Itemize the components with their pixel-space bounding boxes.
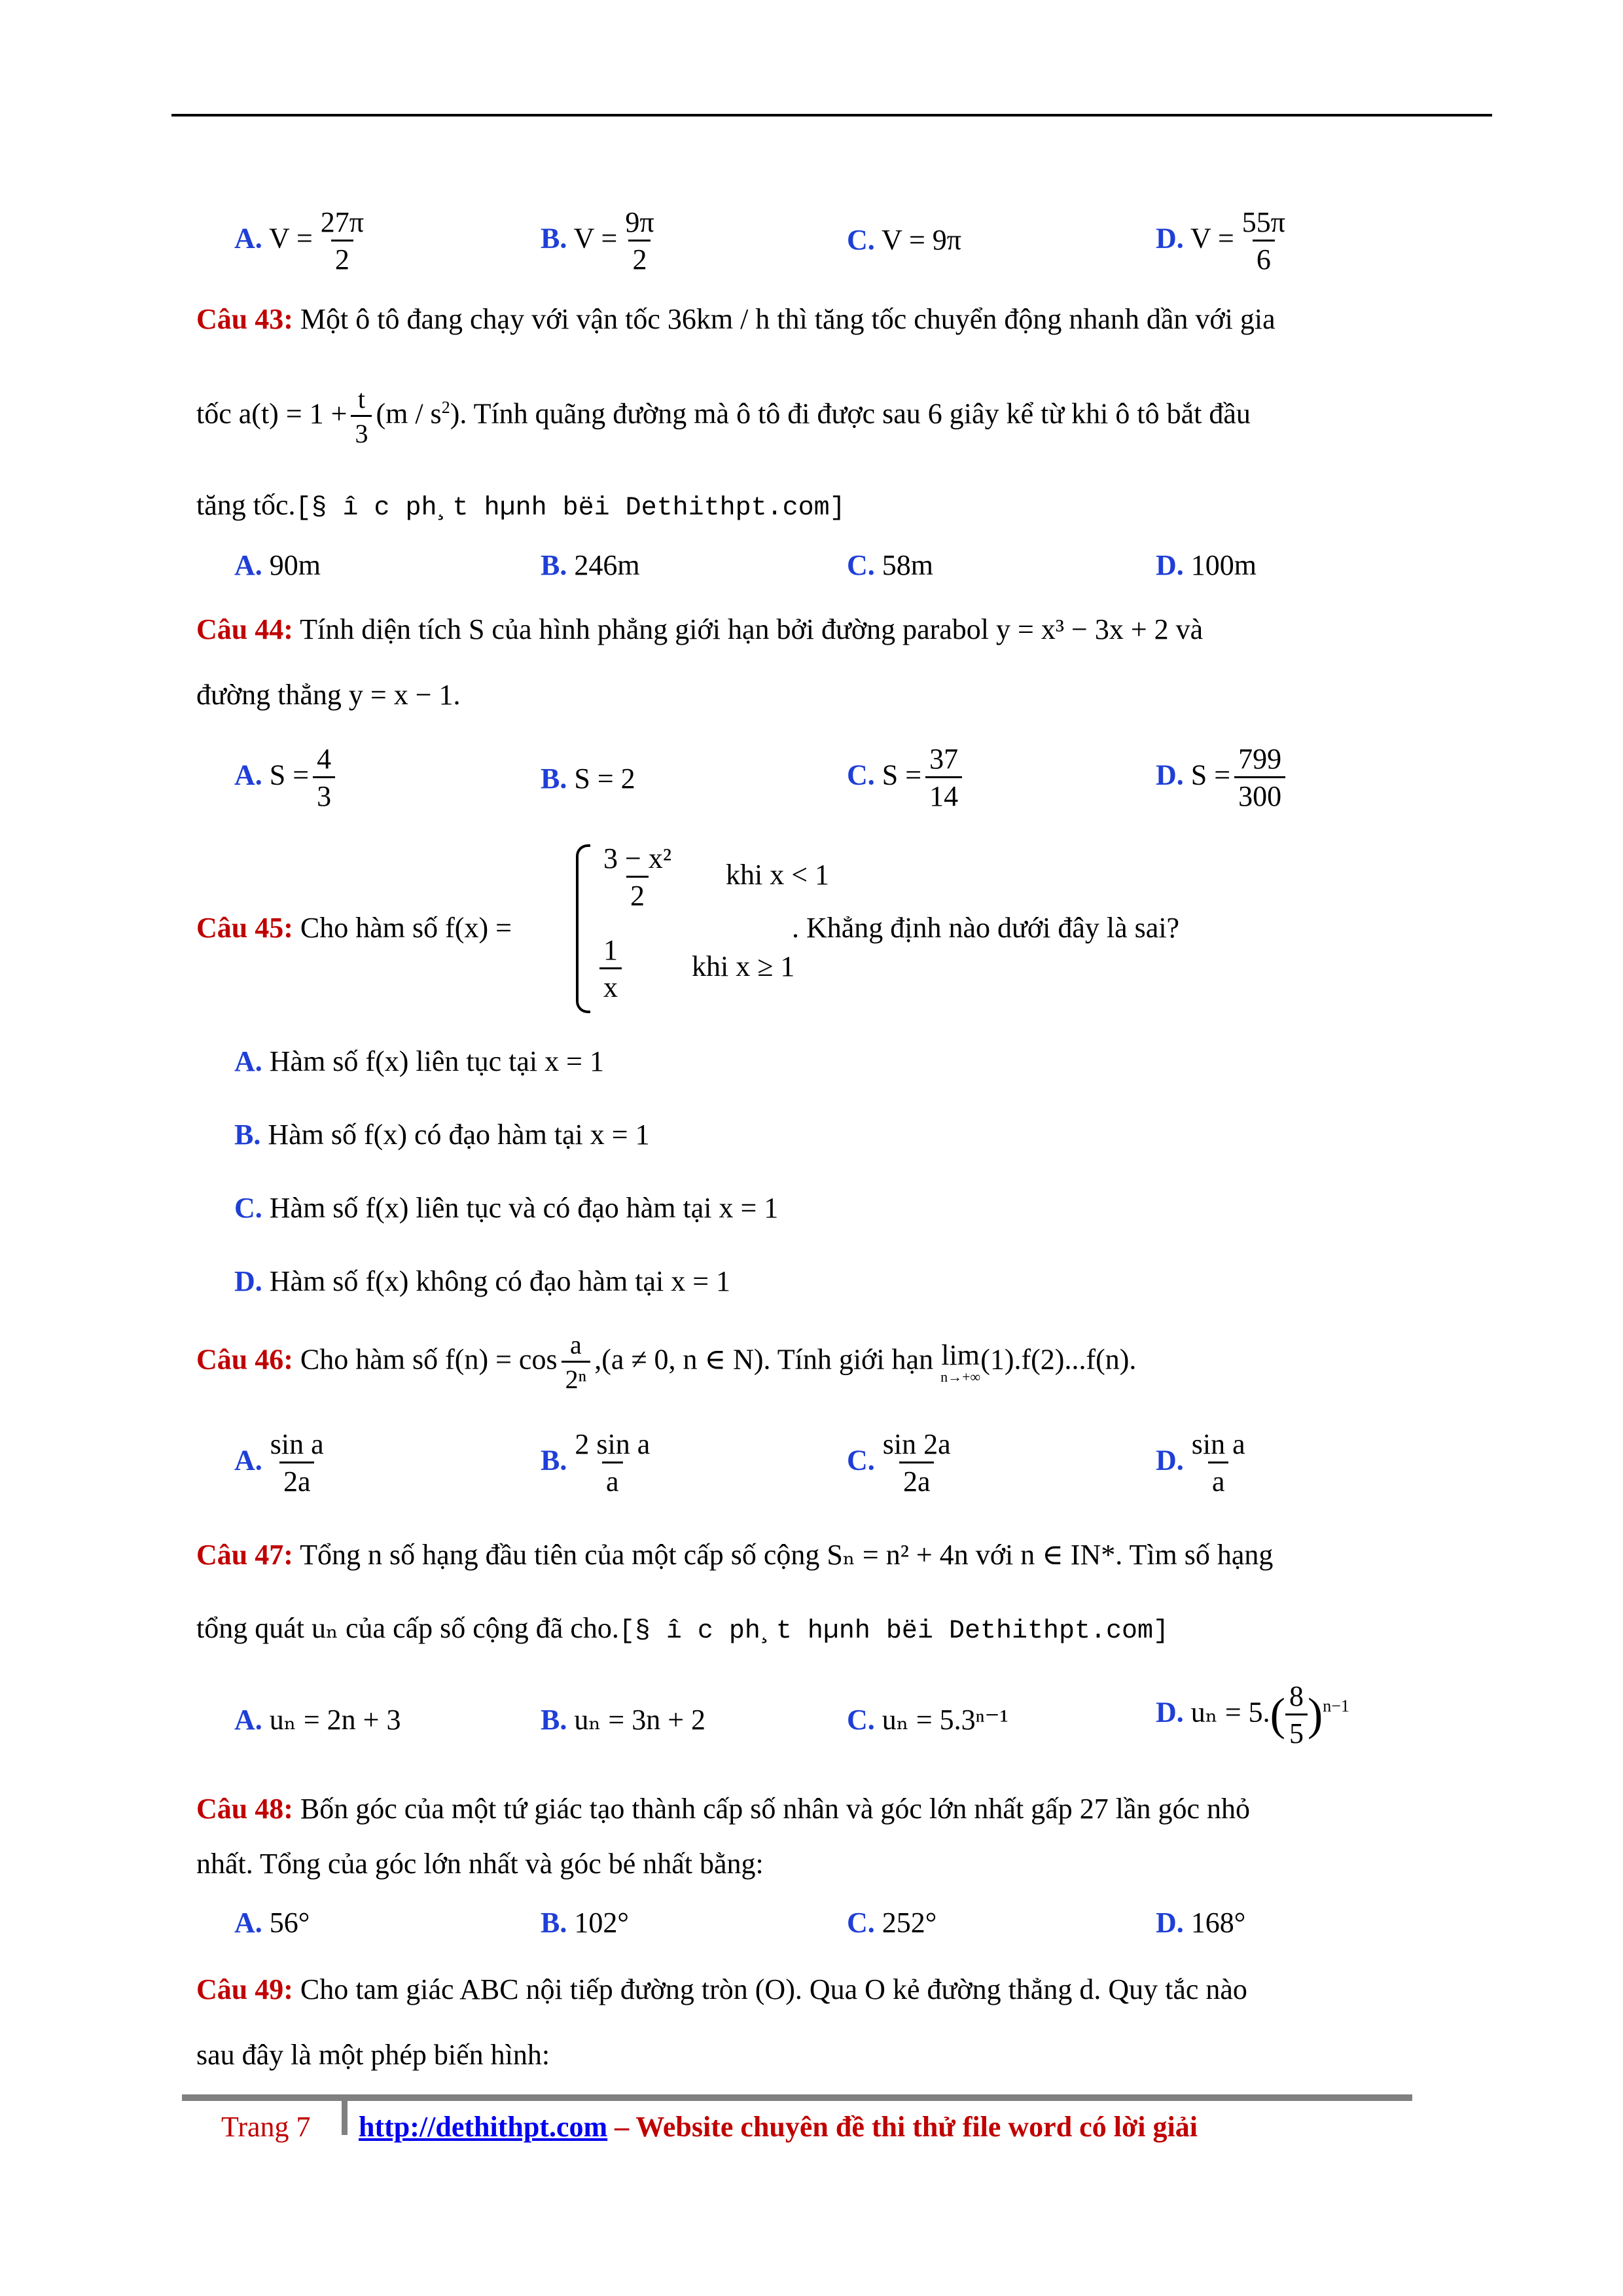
q44-option-c: C. S = $\frac{37}{14}$ (847, 745, 966, 811)
q48-option-c: C. 252° (847, 1907, 937, 1939)
q48-line-2: nhất. Tổng của góc lớn nhất và góc bé nhất bằng: (196, 1848, 764, 1880)
q46-option-c: C. $\frac{\sin 2a}{2a}$ (847, 1428, 951, 1498)
q47-option-c: C. uₙ = 5.3ⁿ⁻¹ (847, 1704, 1008, 1736)
q44-option-d: D. S = $\frac{799}{300}$ (1156, 745, 1289, 811)
q47-option-d: D. uₙ = 5.( $\frac{8}{5}$ )$^{n-1}$ (1156, 1680, 1349, 1749)
q43-line-2: tốc a(t) = 1 + $\frac{t}{3}$ $(m / s^2)$. Tính quãng đường mà ô tô đi được sau 6 giây kể từ khi ô tô bắt đầu (196, 384, 1251, 448)
q45-option-b: B. Hàm số f(x) có đạo hàm tại x = 1 (234, 1119, 650, 1151)
q48-option-b: B. 102° (541, 1907, 629, 1939)
q43-option-d: D. 100m (1156, 549, 1257, 581)
q45-case-1: $\frac{\text{3 − x²}}{2}$ khi x < 1 (603, 842, 830, 912)
footer-tagline: – Website chuyên đề thi thử file word có lời giải (615, 2111, 1198, 2143)
q43-line-1: Câu 43: Một ô tô đang chạy với vận tốc 36km / h thì tăng tốc chuyển động nhanh dần với gia (196, 303, 1275, 335)
footer-text (359, 2110, 1198, 2144)
page-number: Trang 7 (221, 2111, 311, 2143)
q44-line-1: Câu 44: Tính diện tích S của hình phẳng giới hạn bởi đường parabol y = x³ − 3x + 2 và (196, 613, 1204, 645)
q45-intro: Câu 45: Cho hàm số f(x) = (196, 912, 512, 944)
q47-option-a: A. uₙ = 2n + 3 (234, 1704, 401, 1736)
q49-line-2: sau đây là một phép biến hình: (196, 2039, 550, 2071)
q43-option-a: A. 90m (234, 549, 321, 581)
q42-option-b: B. V = $\frac{9\pi}{2}$ (541, 206, 654, 276)
q46-option-a: A. $\frac{\text{sin a}}{2a}$ (234, 1428, 324, 1498)
q48-line-1: Câu 48: Bốn góc của một tứ giác tạo thành cấp số nhân và góc lớn nhất gấp 27 lần góc nhỏ (196, 1793, 1250, 1825)
q48-option-d: D. 168° (1156, 1907, 1246, 1939)
q42-option-d: D. V = $\frac{55\pi}{6}$ (1156, 206, 1286, 276)
q44-line-2: đường thẳng y = x − 1. (196, 679, 461, 711)
q47-line-1: Câu 47: Tổng n số hạng đầu tiên của một cấp số cộng Sₙ = n² + 4n với n ∈ IN*. Tìm số hạng (196, 1539, 1274, 1571)
q49-line-1: Câu 49: Cho tam giác ABC nội tiếp đường tròn (O). Qua O kẻ đường thẳng d. Quy tắc nào (196, 1973, 1247, 2005)
q45-case-2: $\frac{1}{x}$ khi x ≥ 1 (596, 936, 794, 1002)
q45-option-c: C. Hàm số f(x) liên tục và có đạo hàm tại x = 1 (234, 1192, 779, 1224)
q42-option-c: C. V = 9π (847, 224, 962, 256)
q43-option-b: B. 246m (541, 549, 640, 581)
q46-line: Câu 46: Cho hàm số f(n) = cos $\frac{a}{\text{2ⁿ}}$ ,(a ≠ 0, n ∈ N). Tính giới hạn lim n→+∞ (1).f(2)...f(n). (196, 1330, 1137, 1394)
header-rule (171, 114, 1492, 117)
q45-question: . Khẳng định nào dưới đây là sai? (792, 912, 1180, 944)
q46-option-d: D. $\frac{\text{sin a}}{a}$ (1156, 1428, 1245, 1498)
footer-link[interactable]: http://dethithpt.com (359, 2111, 608, 2143)
q45-option-d: D. Hàm số f(x) không có đạo hàm tại x = 1 (234, 1265, 731, 1297)
q43-option-c: C. 58m (847, 549, 934, 581)
q45-brace (576, 844, 590, 1013)
footer-rule (182, 2094, 1412, 2101)
q45-option-a: A. Hàm số f(x) liên tục tại x = 1 (234, 1045, 604, 1077)
q47-option-b: B. uₙ = 3n + 2 (541, 1704, 706, 1736)
q47-line-2: tổng quát uₙ của cấp số cộng đã cho.[§ î c ph¸t hµnh bëi Dethithpt.com] (196, 1612, 1169, 1646)
q48-option-a: A. 56° (234, 1907, 310, 1939)
q46-option-b: B. $\frac{\text{2 sin a}}{a}$ (541, 1428, 651, 1498)
q44-option-a: A. S = $\frac{4}{3}$ (234, 745, 339, 811)
q42-option-a: A. V = $\frac{27\pi}{2}$ (234, 206, 365, 276)
q44-option-b: B. S = 2 (541, 762, 635, 795)
footer-separator (342, 2101, 348, 2135)
q43-line-3: tăng tốc.[§ î c ph¸t hµnh bëi Dethithpt.com] (196, 489, 846, 523)
